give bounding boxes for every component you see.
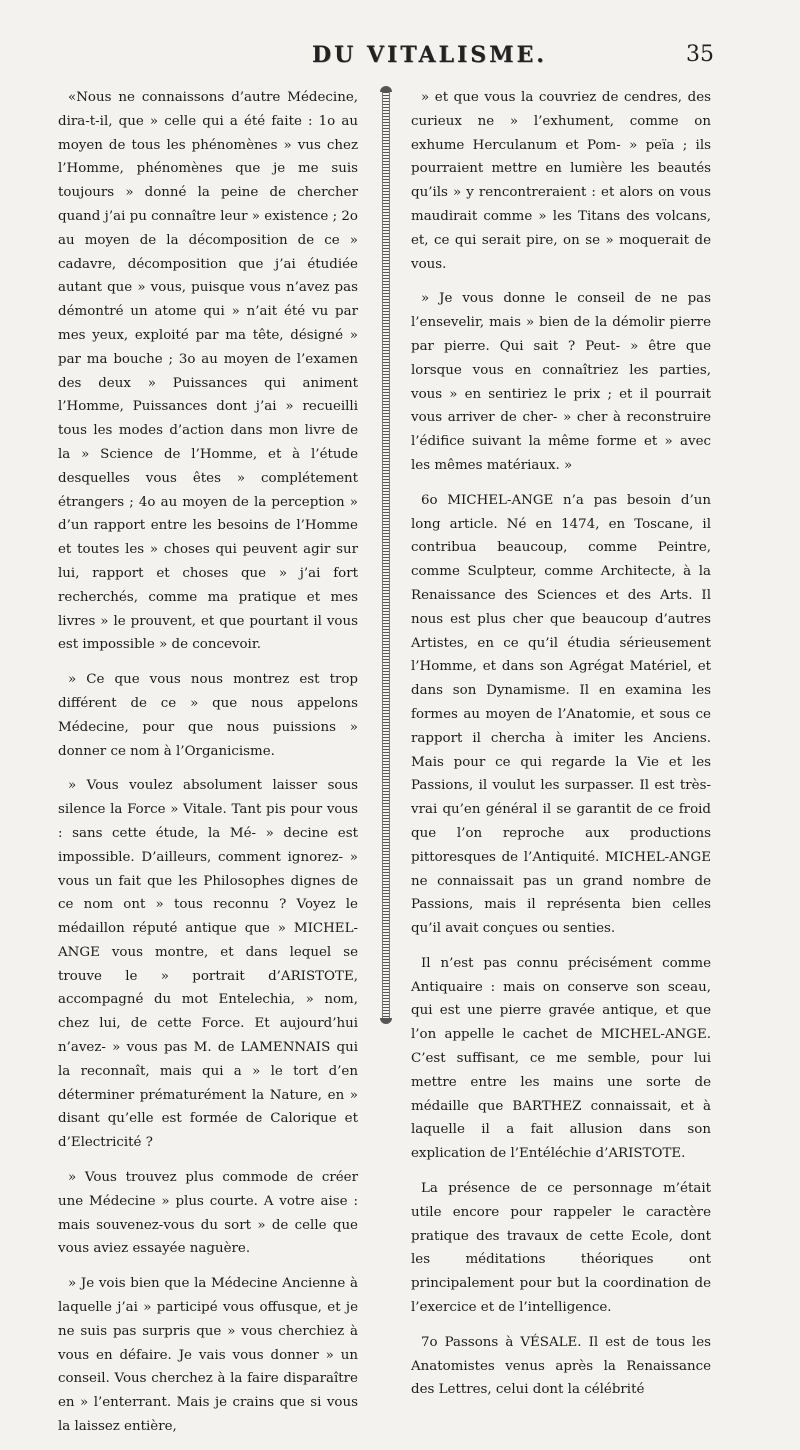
paragraph: Il n’est pas connu précisément comme Antiquaire : mais on conserve son sceau, qui est une pierre gravée antique, et que l’on appelle le cachet de MICHEL-ANGE. C’est suffisant, ce me semble, pour lui mettre entre les mains une sorte de médaille que BARTHEZ connaissait, et à laquelle il a fait allusion dans son explication de l’Entéléchie d’ARISTOTE. xyxy=(411,955,711,1162)
paragraph: 7o Passons à VÉSALE. Il est de tous les Anatomistes venus après la Renaissance des Lettres, celui dont la célébrité xyxy=(411,1334,711,1398)
paragraph: » Ce que vous nous montrez est trop différent de ce » que nous appelons Médecine, pour que nous puissions » donner ce nom à l’Organicisme. xyxy=(58,672,358,759)
paragraph: » Je vois bien que la Médecine Ancienne à laquelle j’ai » participé vous offusque, et je ne suis pas surpris que » vous cherchiez à vous en défaire. Je vais vous donner » un conseil. Vous cherchez à la faire disparaître en » l’enterrant. Mais je crains que si vous la laissez entière, xyxy=(58,1276,358,1435)
page-header xyxy=(0,40,800,70)
paragraph: » Vous trouvez plus commode de créer une Médecine » plus courte. A votre aise : mais souvenez-vous du sort » de celle que vous aviez essayée naguère. xyxy=(58,1170,358,1257)
divider-ornament-bottom xyxy=(380,1018,392,1024)
page-number: 35 xyxy=(686,42,714,67)
right-column xyxy=(411,86,711,1413)
paragraph: » Vous voulez absolument laisser sous silence la Force » Vitale. Tant pis pour vous : sans cette étude, la Mé- » decine est impossible. D’ailleurs, comment ignorez- » vous un fait que les Philosophes dignes de ce nom ont » tous reconnu ? Voyez le médaillon réputé antique que » MICHEL-ANGE vous montre, et dans lequel se trouve le » portrait d’ARISTOTE, accompagné du mot Entelechia, » nom, chez lui, de cette Force. Et aujourd’hui n’avez- » vous pas M. de LAMENNAIS qui la reconnaît, mais qui a » le tort d’en déterminer prématurément la Nature, en » disant qu’elle est formée de Calorique et d’Electricité ? xyxy=(58,778,358,1151)
running-title: DU VITALISME. xyxy=(312,42,547,68)
paragraph: La présence de ce personnage m’était utile encore pour rappeler le caractère pratique des travaux de cette Ecole, dont les méditations théoriques ont principalement pour but la coordination de l’exercice et de l’intelligence. xyxy=(411,1181,711,1316)
left-column xyxy=(58,86,358,1450)
paragraph: «Nous ne connaissons d’autre Médecine, dira-t-il, que » celle qui a été faite : 1o au moyen de tous les phénomènes » vus chez l’Homme, phénomènes que je me suis toujours » donné la peine de chercher quand j’ai pu connaître leur » existence ; 2o au moyen de la décomposition de ce » cadavre, décomposition que j’ai étudiée autant que » vous, puisque vous n’avez pas démontré un atome qui » n’ait été vu par mes yeux, exploité par ma tête, désigné » par ma bouche ; 3o au moyen de l’examen des deux » Puissances qui animent l’Homme, Puissances dont j’ai » recueilli tous les modes d’action dans mon livre de la » Science de l’Homme, et à l’étude desquelles vous êtes » complétement étrangers ; 4o au moyen de la perception » d’un rapport entre les besoins de l’Homme et toutes les » choses qui peuvent agir sur lui, rapport et choses que » j’ai fort recherchés, comme ma pratique et mes livres » le prouvent, et que pourtant il vous est impossible » de concevoir. xyxy=(58,90,358,653)
paragraph: 6o MICHEL-ANGE n’a pas besoin d’un long article. Né en 1474, en Toscane, il contribua beaucoup, comme Peintre, comme Sculpteur, comme Architecte, à la Renaissance des Sciences et des Arts. Il nous est plus cher que beaucoup d’autres Artistes, en ce qu’il étudia sérieusement l’Homme, et dans son Agrégat Matériel, et dans son Dynamisme. Il en examina les formes au moyen de l’Anatomie, et sous ce rapport il chercha à imiter les Anciens. Mais pour ce qui regarde la Vie et les Passions, il voulut les surpasser. Il est très-vrai qu’en général il se garantit de ce froid que l’on reproche aux productions pittoresques de l’Antiquité. MICHEL-ANGE ne connaissait pas un grand nombre de Passions, mais il représenta bien celles qu’il avait conçues ou senties. xyxy=(411,492,711,937)
paragraph: » Je vous donne le conseil de ne pas l’ensevelir, mais » bien de la démolir pierre par pierre. Qui sait ? Peut- » être que lorsque vous en connaîtriez les parties, vous » en sentiriez le prix ; et il pourrait vous arriver de cher- » cher à reconstruire l’édifice suivant la même forme et » avec les mêmes matériaux. » xyxy=(411,291,711,473)
column-divider xyxy=(382,92,390,1020)
paragraph: » et que vous la couvriez de cendres, des curieux ne » l’exhument, comme on exhume Herculanum et Pom- » peïa ; ils pourraient mettre en lumière les beautés qu’ils » y rencontreraient : et alors on vous maudirait comme » les Titans des volcans, et, ce qui serait pire, on se » moquerait de vous. xyxy=(411,90,711,272)
